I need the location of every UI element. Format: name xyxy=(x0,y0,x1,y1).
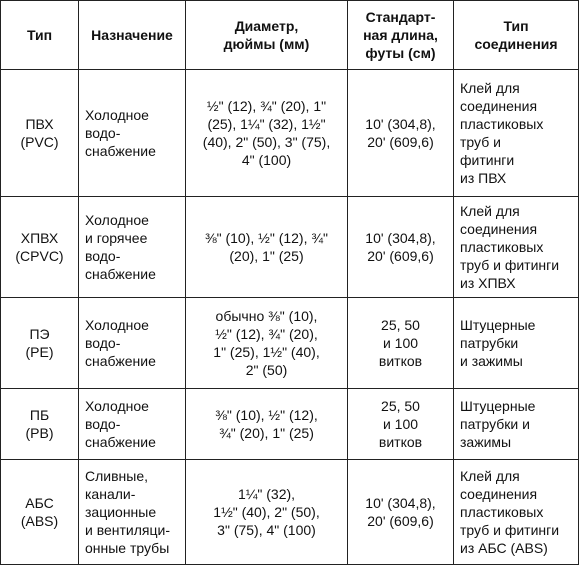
table-row xyxy=(1,460,579,565)
cell-length: 10' (304,8), 20' (609,6) xyxy=(348,70,454,197)
cell-type: ПБ (PB) xyxy=(1,389,79,460)
header-purpose: Назначение xyxy=(79,1,186,70)
cell-purpose: Сливные, канали- зационные и вентиляци- онные трубы xyxy=(79,460,186,565)
header-type: Тип xyxy=(1,1,79,70)
cell-type: АБС (ABS) xyxy=(1,460,79,565)
cell-diameter: ⅜" (10), ½" (12), ¾" (20), 1" (25) xyxy=(186,197,348,298)
table-row xyxy=(1,389,579,460)
cell-connection: Штуцерные патрубки и зажимы xyxy=(454,389,579,460)
header-diameter: Диаметр, дюймы (мм) xyxy=(186,1,348,70)
cell-purpose: Холодное водо- снабжение xyxy=(79,389,186,460)
cell-connection: Клей для соединения пластиковых труб и фитинги из АБС (ABS) xyxy=(454,460,579,565)
cell-type: ПВХ (PVC) xyxy=(1,70,79,197)
table-row xyxy=(1,197,579,298)
cell-purpose: Холодное водо- снабжение xyxy=(79,298,186,389)
cell-length: 25, 50 и 100 витков xyxy=(348,389,454,460)
table-header-row xyxy=(1,1,579,70)
cell-type: ХПВХ (CPVC) xyxy=(1,197,79,298)
table-row xyxy=(1,70,579,197)
cell-diameter: ½" (12), ¾" (20), 1" (25), 1¼" (32), 1½" (40), 2" (50), 3" (75), 4" (100) xyxy=(186,70,348,197)
table-row xyxy=(1,298,579,389)
cell-diameter: 1¼" (32), 1½" (40), 2" (50), 3" (75), 4" (100) xyxy=(186,460,348,565)
cell-connection: Штуцерные патрубки и зажимы xyxy=(454,298,579,389)
cell-connection: Клей для соединения пластиковых труб и фитинги из ПВХ xyxy=(454,70,579,197)
cell-connection: Клей для соединения пластиковых труб и фитинги из ХПВХ xyxy=(454,197,579,298)
cell-length: 10' (304,8), 20' (609,6) xyxy=(348,460,454,565)
header-connection: Тип соединения xyxy=(454,1,579,70)
cell-type: ПЭ (PE) xyxy=(1,298,79,389)
cell-length: 10' (304,8), 20' (609,6) xyxy=(348,197,454,298)
cell-purpose: Холодное и горячее водо- снабжение xyxy=(79,197,186,298)
header-length: Стандарт- ная длина, футы (см) xyxy=(348,1,454,70)
cell-diameter: обычно ⅜" (10), ½" (12), ¾" (20), 1" (25), 1½" (40), 2" (50) xyxy=(186,298,348,389)
cell-diameter: ⅜" (10), ½" (12), ¾" (20), 1" (25) xyxy=(186,389,348,460)
cell-purpose: Холодное водо- снабжение xyxy=(79,70,186,197)
cell-length: 25, 50 и 100 витков xyxy=(348,298,454,389)
